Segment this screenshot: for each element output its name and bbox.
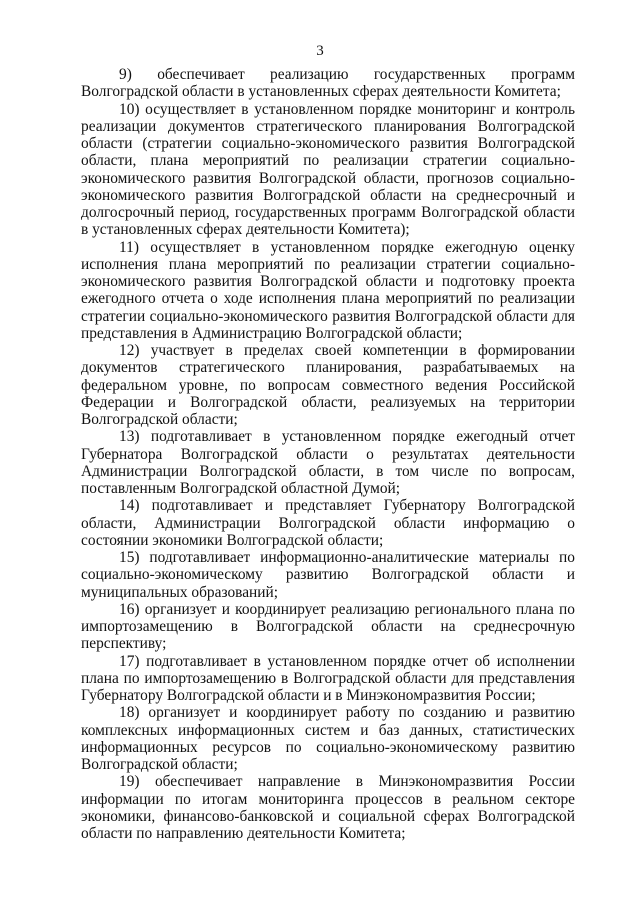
paragraph-item-10: 10) осуществляет в установленном порядке мониторинг и контроль реализации документов стратегического планирования Волгоградской области (стратегии социально-экономического развития Волгоградской области, плана мероприятий по реализации стратегии социально-экономического развития Волгоградской области, прогнозов социально-экономического развития Волгоградской области на среднесрочный и долгосрочный период, государственных программ Волгоградской области в установленных сферах деятельности Комитета); [81,100,575,239]
paragraph-item-13: 13) подготавливает в установленном порядке ежегодный отчет Губернатора Волгоградской области о результатах деятельности Администрации Волгоградской области, в том числе по вопросам, поставленным Волгоградской областной Думой; [81,428,575,497]
paragraph-item-18: 18) организует и координирует работу по созданию и развитию комплексных информационных систем и баз данных, статистических информационных ресурсов по социально-экономическому развитию Волгоградской области; [81,704,575,773]
page-number: 3 [316,43,324,59]
paragraph-item-19: 19) обеспечивает направление в Минэкономразвития России информации по итогам мониторинга процессов в реальном секторе экономики, финансово-банковской и социальной сферах Волгоградской области по направлению деятельности Комитета; [81,773,575,842]
paragraph-item-12: 12) участвует в пределах своей компетенции в формировании документов стратегического планирования, разрабатываемых на федеральном уровне, по вопросам совместного ведения Российской Федерации и Волгоградской области, реализуемых на территории Волгоградской области; [81,342,575,428]
paragraph-item-11: 11) осуществляет в установленном порядке ежегодную оценку исполнения плана мероприятий по реализации стратегии социально-экономического развития Волгоградской области и подготовку проекта ежегодного отчета о ходе исполнения плана мероприятий по реализации стратегии социально-экономического развития Волгоградской области для представления в Администрацию Волгоградской области; [81,238,575,342]
paragraph-item-17: 17) подготавливает в установленном порядке отчет об исполнении плана по импортозамещению в Волгоградской области для представления Губернатору Волгоградской области и в Минэкономразвития России; [81,652,575,704]
paragraph-item-16: 16) организует и координирует реализацию регионального плана по импортозамещению в Волгоградской области на среднесрочную перспективу; [81,600,575,653]
paragraph-item-14: 14) подготавливает и представляет Губернатору Волгоградской области, Администрации Волгоградской области информацию о состоянии экономики Волгоградской области; [81,497,575,549]
paragraph-item-9: 9) обеспечивает реализацию государственных программ Волгоградской области в установленных сферах деятельности Комитета; [81,66,575,101]
document-body [81,66,575,842]
paragraph-item-15: 15) подготавливает информационно-аналитические материалы по социально-экономическому развитию Волгоградской области и муниципальных образований; [81,549,575,601]
